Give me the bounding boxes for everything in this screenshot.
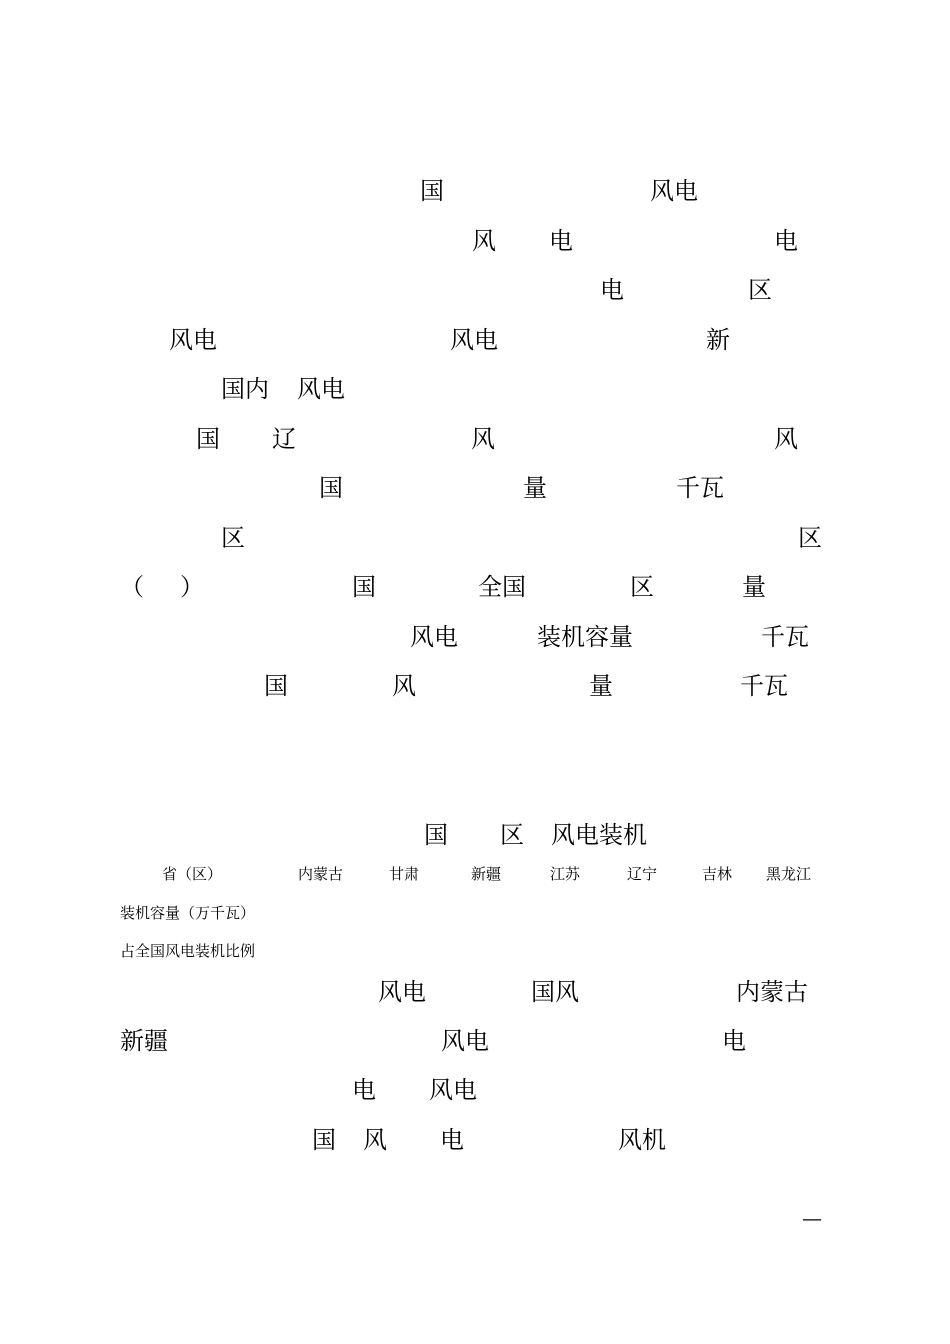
text-fragment: 新 (706, 326, 730, 354)
table-row-label: 占全国风电装机比例 (120, 942, 256, 960)
text-fragment: 区 (630, 573, 654, 601)
text-fragment: 国风 (531, 978, 579, 1006)
table-header-cell: 辽宁 (627, 865, 658, 883)
text-fragment: 风机 (618, 1126, 666, 1154)
text-fragment: 风 (472, 227, 496, 255)
text-fragment: 千瓦 (676, 474, 724, 502)
text-fragment: 量 (742, 573, 766, 601)
table-header-cell: 吉林 (702, 865, 733, 883)
text-fragment: （ (120, 573, 144, 601)
table-title-fragment: 区 (500, 821, 524, 849)
text-fragment: 电 (722, 1027, 746, 1055)
text-fragment: 区 (748, 276, 772, 304)
text-fragment: 风电 (650, 177, 698, 205)
table-row-label: 装机容量（万千瓦） (120, 904, 256, 922)
text-fragment: 风 (363, 1126, 387, 1154)
text-fragment: 国 (420, 177, 444, 205)
table-header-cell: 新疆 (471, 865, 502, 883)
text-fragment: 国 (196, 425, 220, 453)
text-fragment: 电 (352, 1076, 376, 1104)
text-fragment: 风电 (378, 978, 426, 1006)
text-fragment: 风电 (410, 623, 458, 651)
text-fragment: 电 (549, 227, 573, 255)
table-header-cell: 省（区） (162, 865, 223, 883)
text-fragment: 区 (221, 524, 245, 552)
table-title-fragment: 国 (424, 821, 448, 849)
table-header-cell: 内蒙古 (298, 865, 344, 883)
text-fragment: 千瓦 (761, 623, 809, 651)
text-fragment: 风 (392, 672, 416, 700)
text-fragment: 新疆 (120, 1027, 168, 1055)
page-footer-dash: — (802, 1206, 822, 1230)
text-fragment: 风电 (441, 1027, 489, 1055)
text-fragment: 辽 (272, 425, 296, 453)
text-fragment: 国 (352, 573, 376, 601)
text-fragment: 国 (312, 1126, 336, 1154)
text-fragment: 千瓦 (740, 672, 788, 700)
text-fragment: 电 (600, 276, 624, 304)
text-fragment: 量 (523, 474, 547, 502)
text-fragment: 全国 (478, 573, 526, 601)
text-fragment: 风电 (429, 1076, 477, 1104)
text-fragment: 内蒙古 (736, 978, 808, 1006)
text-fragment: 国 (319, 474, 343, 502)
text-fragment: 电 (774, 227, 798, 255)
table-title-fragment: 风电装机 (551, 821, 647, 849)
text-fragment: 国内 (221, 375, 269, 403)
text-fragment: 风 (774, 425, 798, 453)
text-fragment: 电 (440, 1126, 464, 1154)
table-header-cell: 甘肃 (389, 865, 420, 883)
text-fragment: 风电 (297, 375, 345, 403)
text-fragment: 风 (471, 425, 495, 453)
text-fragment: 区 (798, 524, 822, 552)
text-fragment: 国 (264, 672, 288, 700)
text-fragment: 风电 (450, 326, 498, 354)
text-fragment: ） (180, 573, 204, 601)
table-header-cell: 江苏 (550, 865, 581, 883)
table-header-cell: 黑龙江 (766, 865, 812, 883)
text-fragment: 量 (589, 672, 613, 700)
text-fragment: 装机容量 (537, 623, 633, 651)
text-fragment: 风电 (169, 326, 217, 354)
